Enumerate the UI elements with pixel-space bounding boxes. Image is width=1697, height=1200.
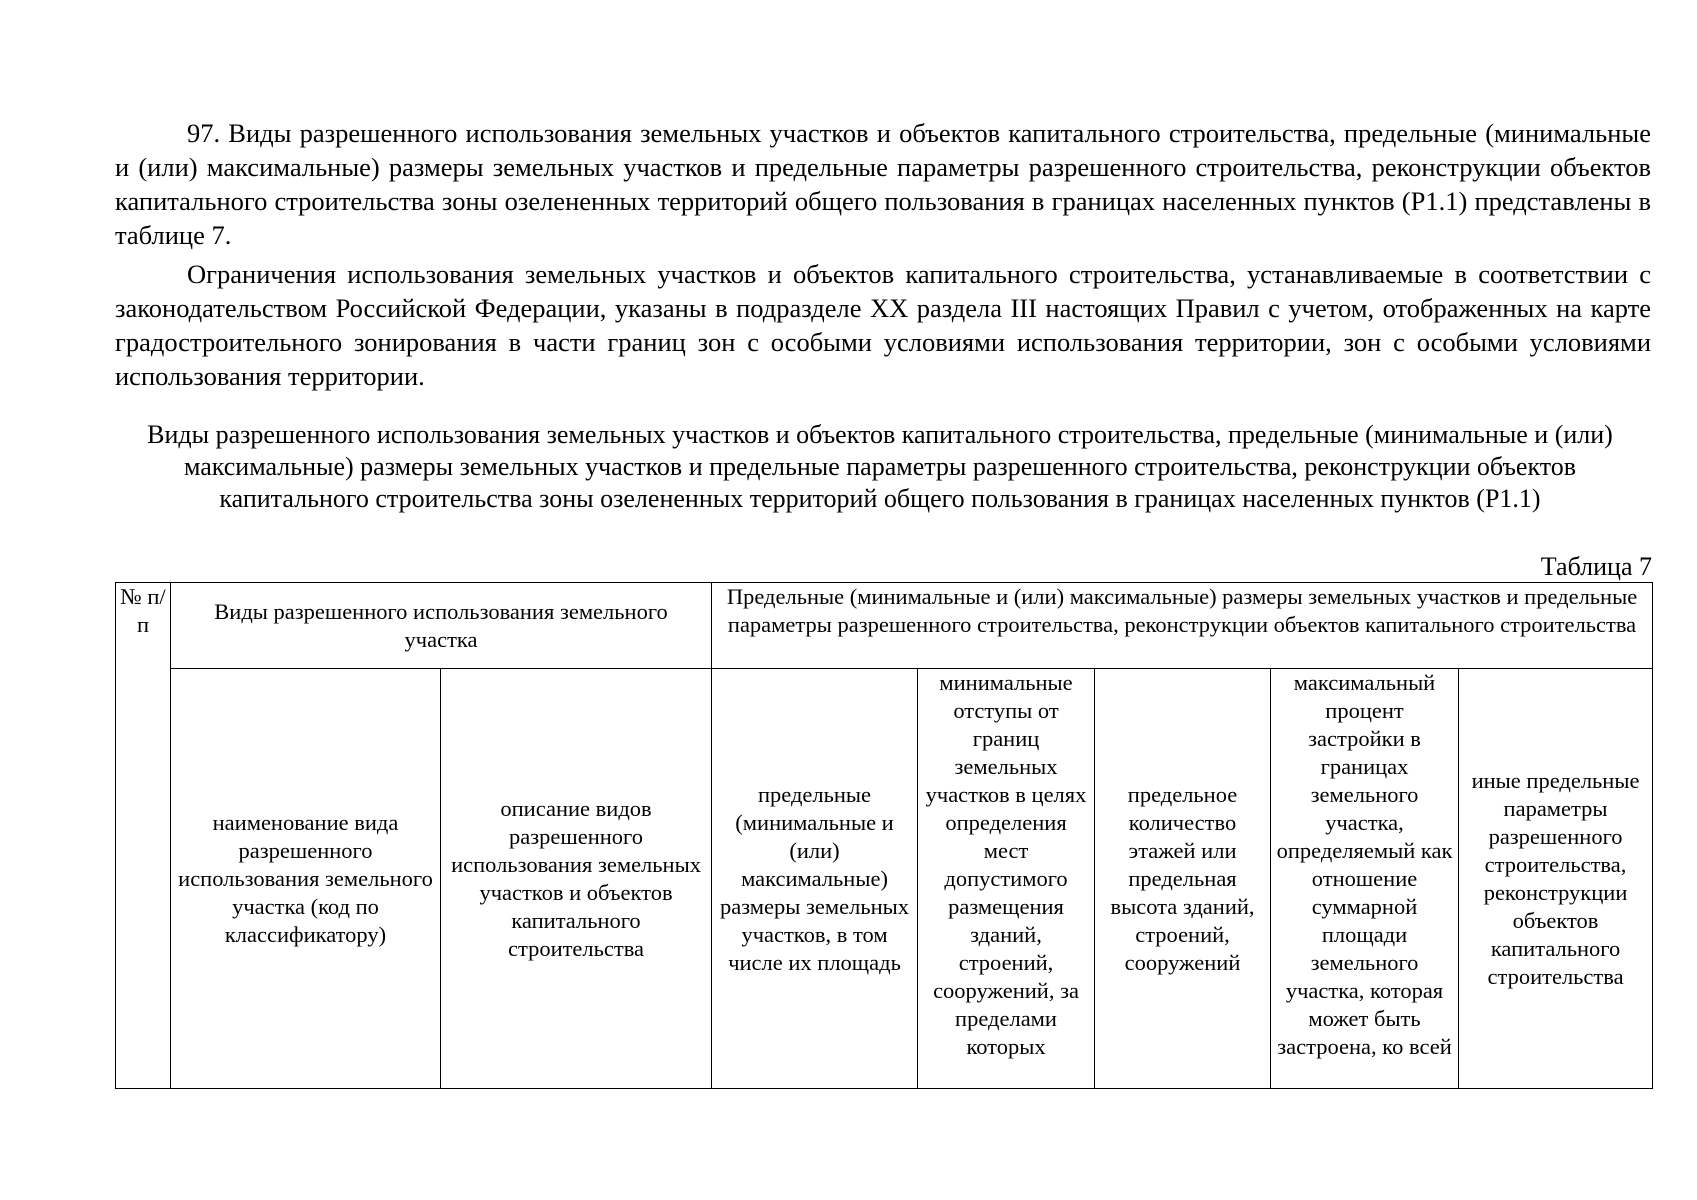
- header-limit-parameters: Предельные (минимальные и (или) максимальные) размеры земельных участков и предельные параметры разрешенного строительства, реконструкции объектов капитального строительства: [712, 583, 1653, 669]
- coverage-text: максимальный процент застройки в границах земельного участка, определяемый как отношение суммарной площади земельного участка, которая может быть застроена, ко всей: [1276, 670, 1453, 1059]
- header-floors-height: предельное количество этажей или предельная высота зданий, строений, сооружений: [1095, 669, 1271, 1089]
- header-permitted-uses: Виды разрешенного использования земельного участка: [171, 583, 712, 669]
- header-min-setbacks: [918, 669, 1095, 1089]
- setbacks-text: минимальные отступы от границ земельных участков в целях определения мест допустимого размещения зданий, строений, сооружений, за пределами которых: [925, 670, 1087, 1059]
- header-other-parameters: иные предельные параметры разрешенного строительства, реконструкции объектов капитального строительства: [1459, 669, 1653, 1089]
- header-max-coverage: [1271, 669, 1459, 1089]
- header-use-description: описание видов разрешенного использования земельных участков и объектов капитального строительства: [441, 669, 712, 1089]
- table-caption: Виды разрешенного использования земельных участков и объектов капитального строительства, предельные (минимальные и (или) максимальные) размеры земельных участков и предельные параметры разрешенного строительства, реконструкции объектов капитального строительства зоны озелененных территорий общего пользования в границах населенных пунктов (Р1.1): [147, 420, 1613, 513]
- table-number: Таблица 7: [1540, 552, 1652, 581]
- header-use-name: наименование вида разрешенного использования земельного участка (код по классификатору): [171, 669, 441, 1089]
- header-number: № п/п: [116, 583, 171, 1089]
- regulations-table: [115, 582, 1653, 1089]
- header-plot-sizes: предельные (минимальные и (или) максимальные) размеры земельных участков, в том числе их площадь: [712, 669, 918, 1089]
- paragraph-97: 97. Виды разрешенного использования земельных участков и объектов капитального строительства, предельные (минимальные и (или) максимальные) размеры земельных участков и предельные параметры разрешенного строительства, реконструкции объектов капитального строительства зоны озелененных территорий общего пользования в границах населенных пунктов (Р1.1) представлены в таблице 7.: [115, 118, 1651, 250]
- paragraph-restrictions: Ограничения использования земельных участков и объектов капитального строительства, устанавливаемые в соответствии с законодательством Российской Федерации, указаны в подразделе XX раздела III настоящих Правил с учетом, отображенных на карте градостроительного зонирования в части границ зон с особыми условиями использования территории, зон с особыми условиями использования территории.: [115, 259, 1651, 391]
